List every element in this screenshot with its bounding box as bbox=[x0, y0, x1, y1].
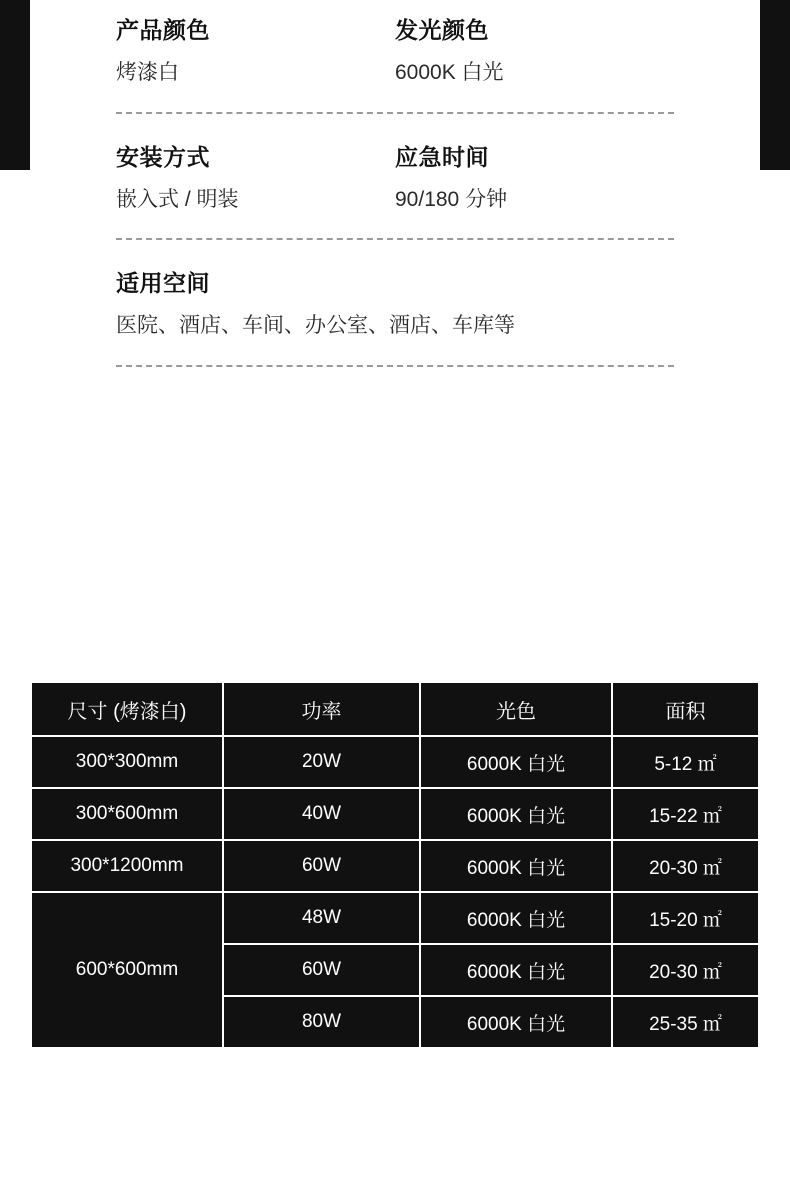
spec-item-emergency-time bbox=[395, 141, 674, 215]
cell-power: 48W bbox=[223, 892, 420, 944]
table-row bbox=[31, 736, 759, 788]
divider bbox=[116, 365, 674, 368]
cell-power: 60W bbox=[223, 840, 420, 892]
specification-table bbox=[30, 681, 760, 1049]
cell-area: 25-35 ㎡ bbox=[612, 996, 759, 1048]
cell-light-color: 6000K 白光 bbox=[420, 788, 612, 840]
cell-power: 60W bbox=[223, 944, 420, 996]
spec-title: 应急时间 bbox=[395, 143, 489, 170]
table-row bbox=[31, 840, 759, 892]
column-header-light-color: 光色 bbox=[420, 682, 612, 736]
spec-table-wrapper bbox=[30, 681, 760, 1049]
divider bbox=[116, 112, 674, 115]
divider bbox=[116, 238, 674, 241]
cell-area: 20-30 ㎡ bbox=[612, 944, 759, 996]
cell-power: 40W bbox=[223, 788, 420, 840]
spec-title: 安装方式 bbox=[116, 143, 210, 170]
spec-value: 嵌入式 / 明装 bbox=[116, 187, 239, 211]
spec-item-light-color bbox=[395, 14, 674, 88]
cell-light-color: 6000K 白光 bbox=[420, 892, 612, 944]
cell-size-merged: 600*600mm bbox=[31, 892, 223, 1048]
cell-power: 80W bbox=[223, 996, 420, 1048]
cell-light-color: 6000K 白光 bbox=[420, 944, 612, 996]
column-header-power: 功率 bbox=[223, 682, 420, 736]
column-header-area: 面积 bbox=[612, 682, 759, 736]
cell-size: 300*1200mm bbox=[31, 840, 223, 892]
spec-title: 适用空间 bbox=[116, 270, 210, 297]
cell-power: 20W bbox=[223, 736, 420, 788]
spec-group-1 bbox=[0, 14, 790, 115]
specifications-section bbox=[0, 0, 790, 394]
cell-light-color: 6000K 白光 bbox=[420, 996, 612, 1048]
spec-title: 产品颜色 bbox=[116, 17, 210, 43]
cell-area: 15-22 ㎡ bbox=[612, 788, 759, 840]
spec-value: 烤漆白 bbox=[116, 61, 179, 85]
spec-title: 发光颜色 bbox=[395, 17, 489, 43]
cell-size: 300*300mm bbox=[31, 736, 223, 788]
spec-item-installation bbox=[116, 141, 395, 215]
spec-item-applicable-space bbox=[116, 267, 674, 341]
cell-light-color: 6000K 白光 bbox=[420, 840, 612, 892]
cell-size: 300*600mm bbox=[31, 788, 223, 840]
spec-group-2 bbox=[0, 141, 790, 242]
spec-value: 医院、酒店、车间、办公室、酒店、车库等 bbox=[116, 314, 515, 338]
spec-value: 90/180 分钟 bbox=[395, 187, 508, 211]
spec-value: 6000K 白光 bbox=[395, 61, 504, 85]
table-header-row bbox=[31, 682, 759, 736]
column-header-size: 尺寸 (烤漆白) bbox=[31, 682, 223, 736]
table-row bbox=[31, 788, 759, 840]
spec-item-product-color bbox=[116, 14, 395, 88]
cell-area: 15-20 ㎡ bbox=[612, 892, 759, 944]
table-row bbox=[31, 892, 759, 944]
cell-light-color: 6000K 白光 bbox=[420, 736, 612, 788]
spec-group-3 bbox=[0, 267, 790, 368]
cell-area: 20-30 ㎡ bbox=[612, 840, 759, 892]
cell-area: 5-12 ㎡ bbox=[612, 736, 759, 788]
